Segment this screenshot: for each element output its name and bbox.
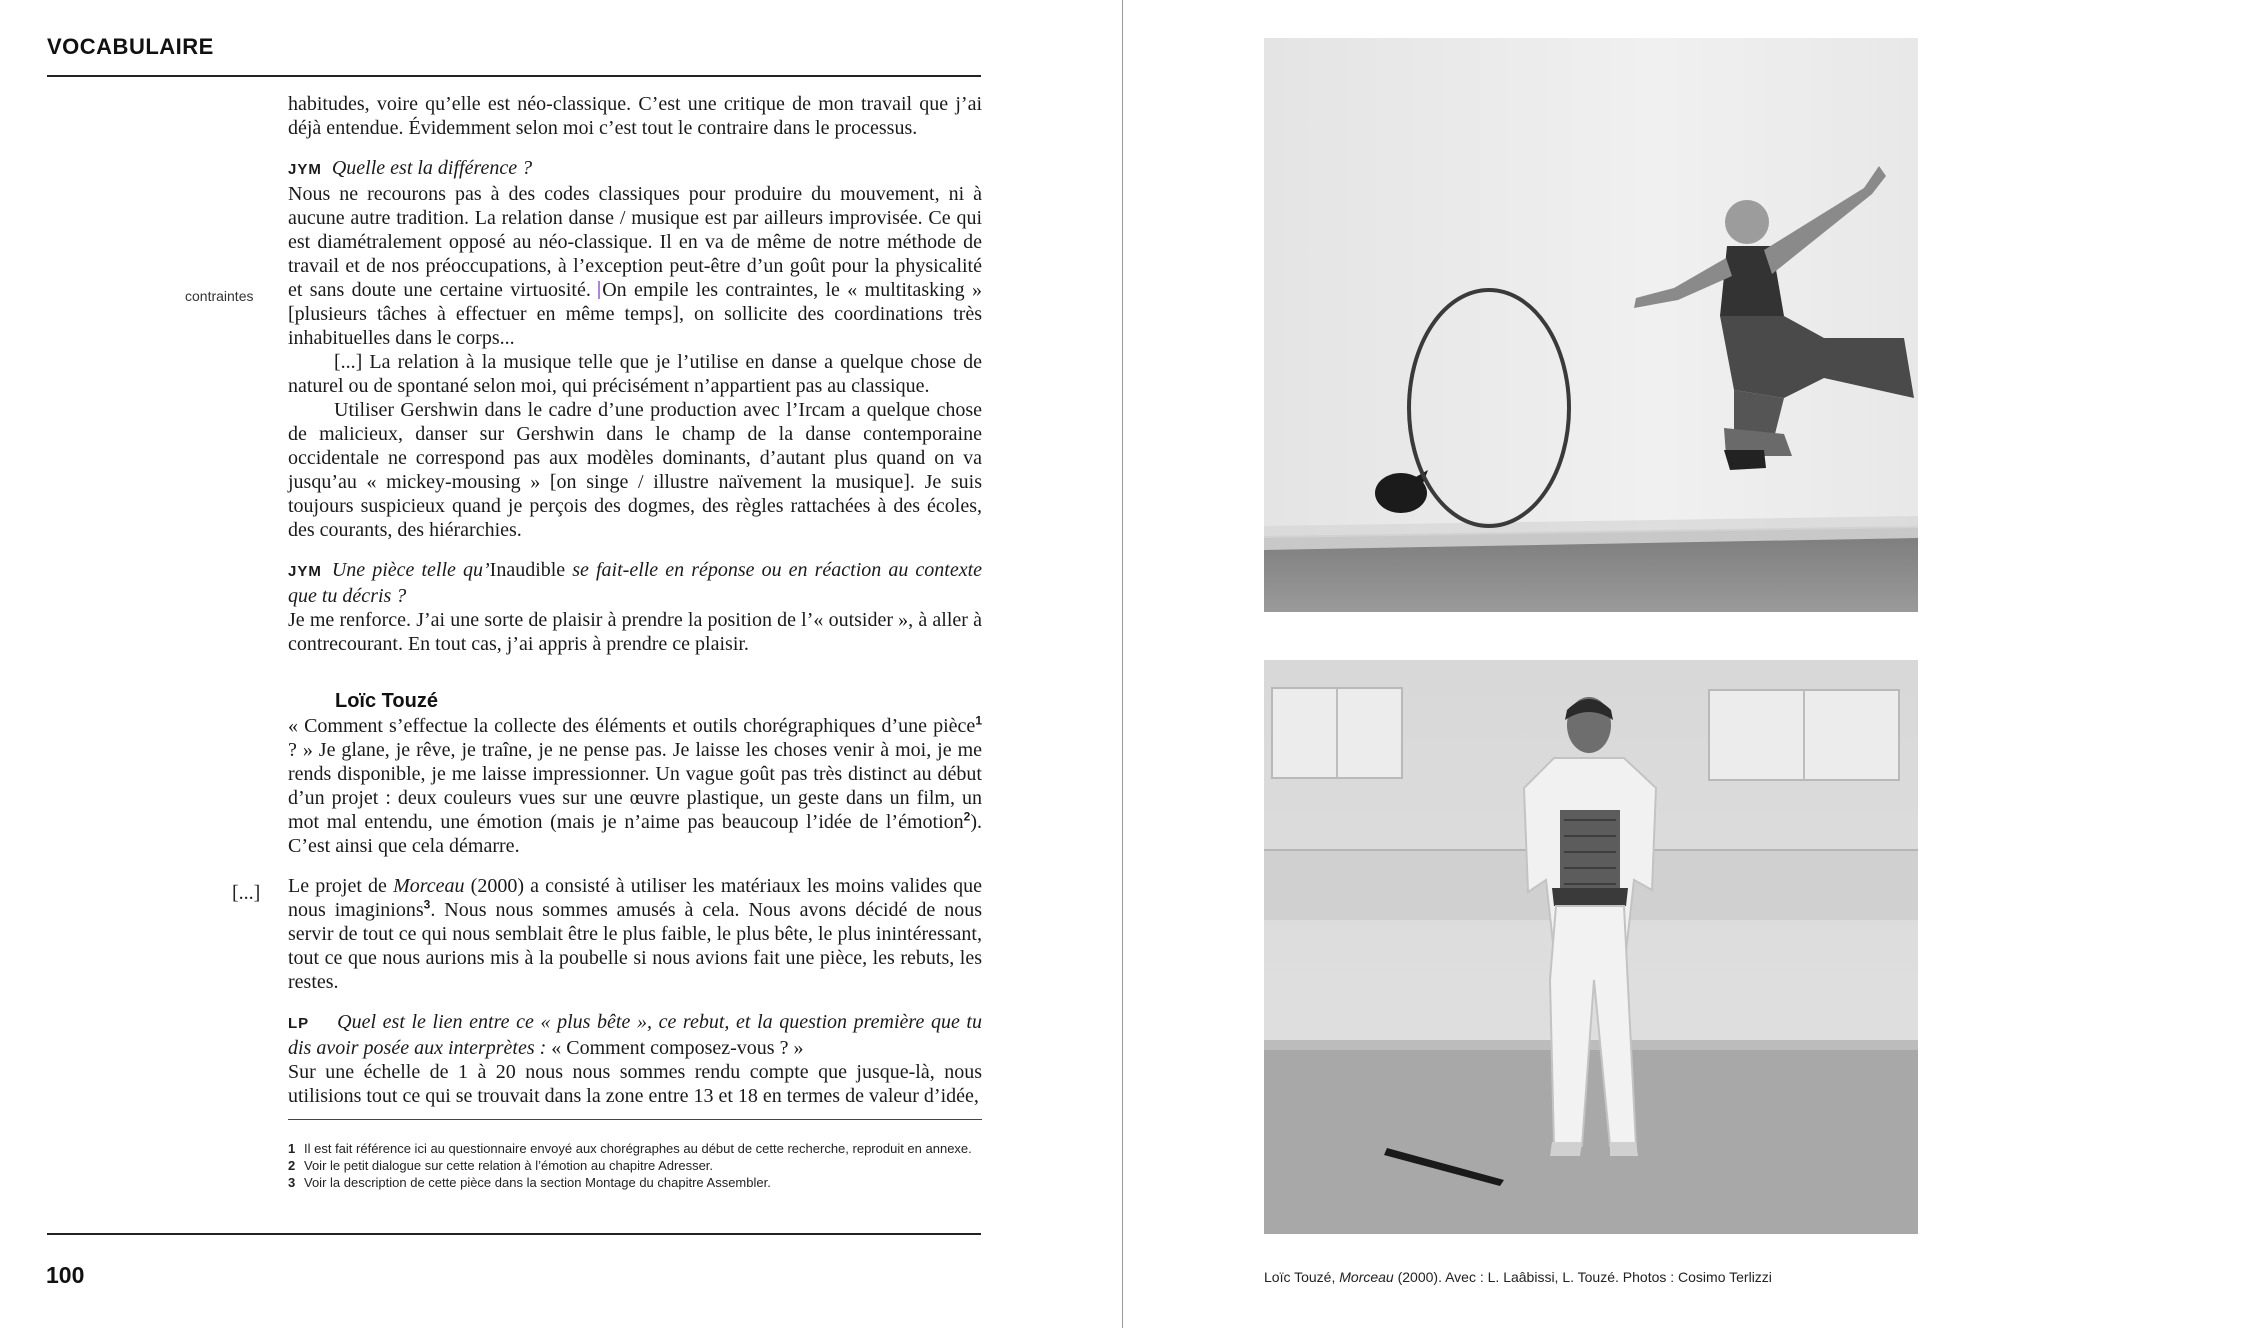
bottom-rule (47, 1233, 981, 1235)
question-jym-1 (288, 156, 982, 182)
subhead-loic-touze: Loïc Touzé (335, 690, 438, 712)
paragraph-part: Nous ne recourons pas à des codes classiques pour produire du mouvement, ni à aucune autre tradition. La relation danse / musique est par ailleurs improvisée. Ce qui est diamétralement opposé au néo-classique. Il en va de même de notre méthode de travail et de nos préoccupations, à l’exception peut-être d’un goût pour la physicalité et sans doute une certaine virtuosité. (288, 183, 982, 301)
paragraph-part: (2000) a consisté à utiliser les matériaux les moins valides que nous imaginions (288, 875, 983, 921)
work-title: Morceau (393, 875, 465, 897)
photo-caption (1264, 1269, 1772, 1285)
paragraph: habitudes, voire qu’elle est néo-classique. C’est une critique de mon travail que j’ai déjà entendue. Évidemment selon moi c’est tout le contraire dans le processus. (288, 93, 982, 139)
footnote-item (288, 1157, 988, 1174)
footnote-text: Voir la description de cette pièce dans la section Montage du chapitre Assembler. (304, 1175, 771, 1190)
paragraph-part: . Nous nous sommes amusés à cela. Nous avons décidé de nous servir de tout ce qui nous semblait être le plus faible, le plus bête, le plus inintéressant, tout ce que nous aurions mis à la poubelle si nous avions fait une pièce, les rebuts, les restes. (288, 899, 982, 993)
question-part: se fait-elle en réponse ou en réaction au contexte que tu décris ? (288, 559, 983, 607)
footnote-number: 2 (288, 1158, 296, 1173)
footnote-rule (288, 1119, 982, 1120)
paragraph (288, 714, 982, 858)
question-text (288, 559, 982, 607)
photo-hula-hoop-dancer (1264, 38, 1918, 612)
paragraph: Je me renforce. J’ai une sorte de plaisir à prendre la position de l’« outsider », à aller à contrecourant. En tout cas, j’ai appris à prendre ce plaisir. (288, 609, 982, 655)
photo-judo-dancer (1264, 660, 1918, 1234)
footnotes (288, 1140, 988, 1191)
section-title: VOCABULAIRE (47, 34, 214, 59)
paragraph: [...] La relation à la musique telle que je l’utilise en danse a quelque chose de naturel ou de spontané selon moi, qui précisément n’appartient pas au classique. (288, 351, 982, 397)
header-rule (47, 75, 981, 77)
paragraph-part: On empile les contraintes, le « multitasking » [plusieurs tâches à effectuer en même temps], on sollicite des coordinations très inhabituelles dans le corps... (288, 279, 983, 349)
caption-part: Loïc Touzé, (1264, 1269, 1340, 1285)
footnote-text: Il est fait référence ici au questionnaire envoyé aux chorégraphes au début de cette recherche, reproduit en annexe. (304, 1141, 972, 1156)
body-column-bottom (288, 714, 982, 1108)
caption-part: (2000). Avec : L. Laâbissi, L. Touzé. Photos : Cosimo Terlizzi (1393, 1269, 1772, 1285)
footnote-ref[interactable]: 1 (975, 713, 982, 728)
question-text: Quelle est la différence ? (331, 157, 533, 179)
footnote-item (288, 1174, 988, 1191)
page-spine (1122, 0, 1123, 1328)
footnote-number: 3 (288, 1175, 296, 1190)
margin-note-ellipsis: [...] (232, 882, 261, 904)
margin-note-contraintes: contraintes (185, 288, 254, 304)
footnote-text: Voir le petit dialogue sur cette relation à l’émotion au chapitre Adresser. (304, 1158, 714, 1173)
speaker-label: JYM (288, 161, 322, 178)
footnote-number: 1 (288, 1141, 296, 1156)
text-cursor (598, 281, 600, 299)
paragraph-part: ). C’est ainsi que cela démarre. (288, 811, 982, 857)
footnote-item (288, 1140, 988, 1157)
footnote-ref[interactable]: 2 (963, 809, 971, 824)
footnote-ref[interactable]: 3 (423, 897, 431, 912)
question-jym-2 (288, 558, 982, 608)
paragraph: Utiliser Gershwin dans le cadre d’une production avec l’Ircam a quelque chose de malicieux, danser sur Gershwin dans le champ de la danse contemporaine occidentale ne correspond pas aux modèles dominants, d’autant plus quand on va jusqu’au « mickey-mousing » [on singe / illustre naïvement la musique]. Je suis toujours suspicieux quand je perçois des dogmes, des règles rattachées à des écoles, des courants, des hiérarchies. (288, 399, 982, 541)
body-column-top (288, 92, 982, 656)
paragraph-part: ? » Je glane, je rêve, je traîne, je ne pense pas. Je laisse les choses venir à moi, je me rends disponible, je me laisse impressionner. Un vague goût pas très distinct au début d’un projet : deux couleurs vues sur une œuvre plastique, un geste dans un film, un mot mal entendu, une émotion (mais je n’aime pas beaucoup l’idée de l’émotion (288, 739, 982, 833)
paragraph-part: « Comment s’effectue la collecte des éléments et outils chorégraphiques d’une pièce (288, 715, 976, 737)
speaker-label: LP (288, 1015, 310, 1032)
paragraph (288, 182, 982, 350)
page-number: 100 (46, 1262, 85, 1288)
question-part: Une pièce telle qu’ (331, 559, 490, 581)
question-lp (288, 1010, 982, 1060)
question-text: Quel est le lien entre ce « plus bête », ce rebut, et la question première que tu dis avoir posée aux interprètes : (288, 1011, 982, 1059)
work-title: Inaudible (489, 559, 566, 581)
question-quote: « Comment composez-vous ? » (546, 1037, 804, 1059)
paragraph (288, 874, 982, 994)
paragraph-part: Le projet de (288, 875, 394, 897)
caption-work-title: Morceau (1339, 1269, 1394, 1285)
speaker-label: JYM (288, 563, 322, 580)
paragraph: Sur une échelle de 1 à 20 nous nous sommes rendu compte que jusque-là, nous utilisions tout ce qui se trouvait dans la zone entre 13 et 18 en termes de valeur d’idée, (288, 1061, 982, 1107)
